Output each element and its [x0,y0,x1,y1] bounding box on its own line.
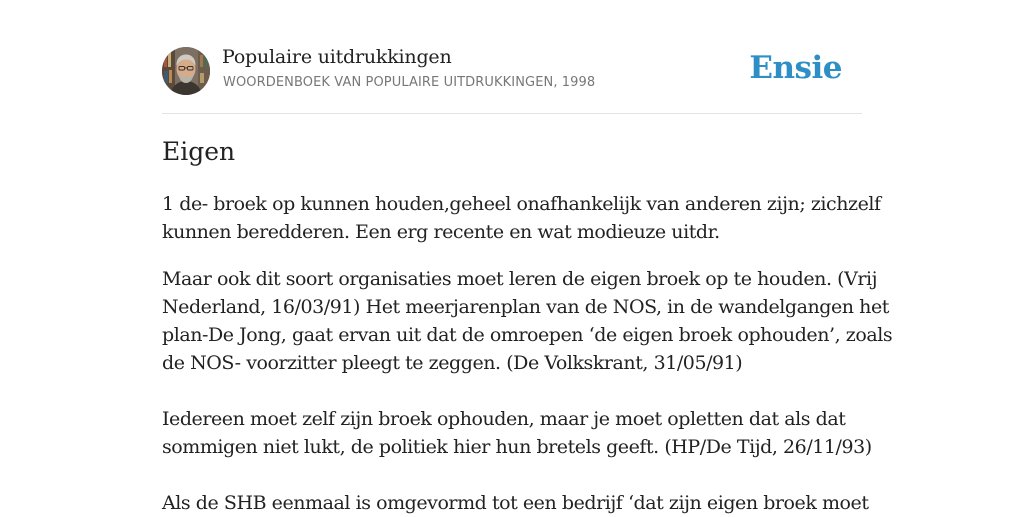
definition-paragraph [162,190,881,246]
quote-paragraph [162,405,872,461]
quote-line: sommigen niet lukt, de politiek hier hun bretels geeft. (HP/De Tijd, 26/11/93) [162,436,872,458]
source-subtitle[interactable]: WOORDENBOEK VAN POPULAIRE UITDRUKKINGEN, 1998 [223,75,596,90]
entry-title: Eigen [162,137,236,166]
quote-line: Nederland, 16/03/91) Het meerjarenplan van de NOS, in de wandelgangen het [162,296,889,318]
definition-line: kunnen beredderen. Een erg recente en wat modieuze uitdr. [162,221,720,243]
quote-paragraph [162,265,893,377]
quote-line: Als de SHB eenmaal is omgevormd tot een bedrijf ‘dat zijn eigen broek moet [162,492,869,514]
author-portrait-icon[interactable] [162,47,210,95]
quote-line: Iedereen moet zelf zijn broek ophouden, maar je moet opletten dat als dat [162,408,846,430]
source-header [162,0,862,114]
quote-paragraph [162,489,869,517]
definition-line: 1 de- broek op kunnen houden,geheel onafhankelijk van anderen zijn; zichzelf [162,193,881,215]
quote-line: plan-De Jong, gaat ervan uit dat de omroepen ‘de eigen broek ophouden’, zoals [162,324,893,346]
ensie-logo[interactable]: Ensie [749,50,842,86]
entry-card [162,0,893,514]
source-title[interactable]: Populaire uitdrukkingen [222,46,452,68]
quote-line: Maar ook dit soort organisaties moet leren de eigen broek op te houden. (Vrij [162,268,878,290]
quote-line: de NOS- voorzitter pleegt te zeggen. (De Volkskrant, 31/05/91) [162,352,743,374]
